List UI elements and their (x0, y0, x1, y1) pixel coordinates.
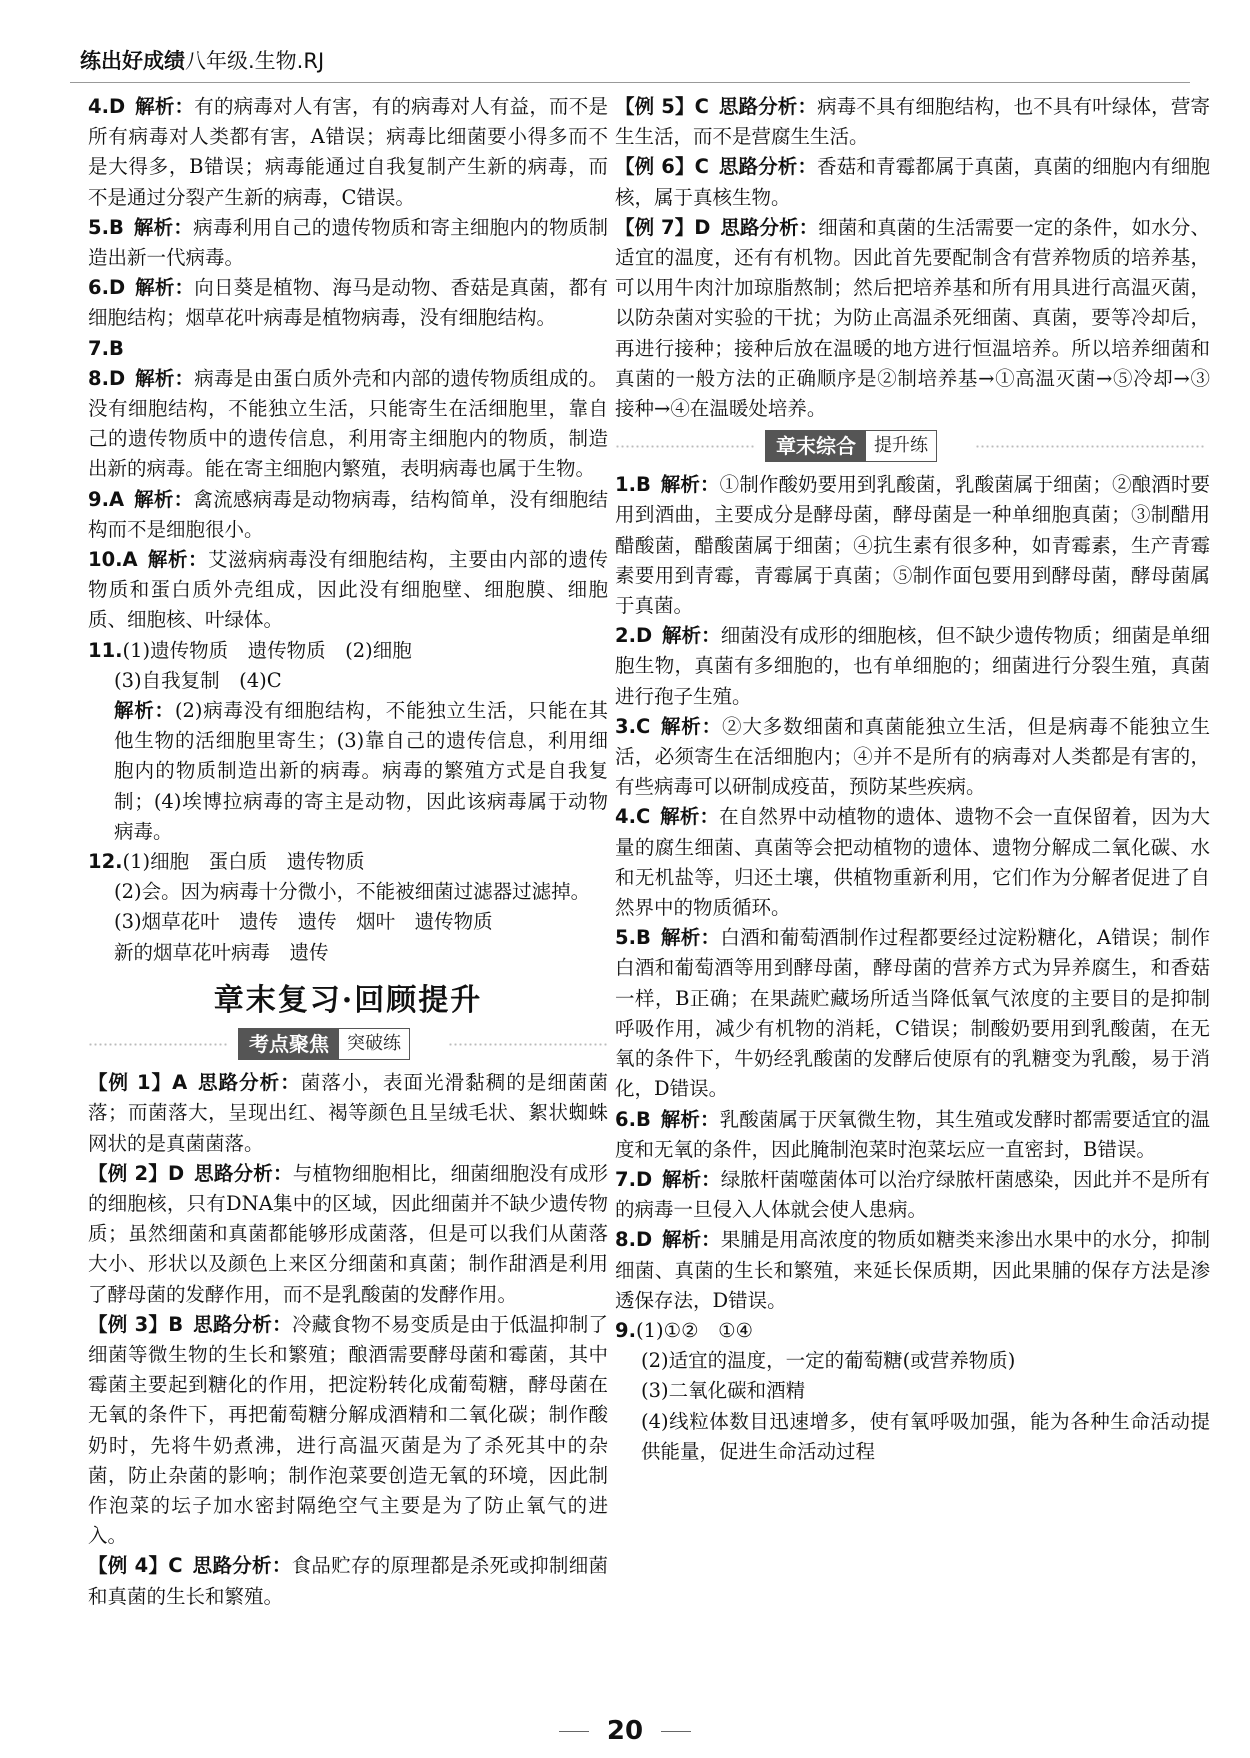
answer-item-2 (88, 273, 608, 333)
item-label: 解析： (134, 276, 195, 300)
item-number: 【例 7】D (615, 215, 711, 239)
item9-line3: (3)二氧化碳和酒精 (641, 1379, 806, 1403)
item-label: 思路分析： (720, 215, 819, 239)
item-number: 6.D (88, 276, 126, 300)
item-text: 与植物细胞相比，细菌细胞没有成形的细胞核，只有DNA集中的区域，因此细菌并不缺少遗传物质；虽然细菌和真菌都能够形成菌落，但是可以我们从菌落大小、形状以及颜色上来区分细菌和真菌；制作甜酒是利用了酵母菌的发酵作用，而不是乳酸菌的发酵作用。 (88, 1161, 608, 1306)
item-label: 思路分析： (718, 155, 818, 179)
banner-summary-main: 章末综合 (766, 431, 866, 461)
book-brand: 练出好成绩 (80, 49, 185, 73)
item-label: 解析： (147, 548, 208, 572)
item-label: 解析： (661, 1167, 721, 1191)
summary-item-1 (615, 621, 1210, 712)
item11-text: (2)病毒没有细胞结构，不能独立生活，只能在其他生物的活细胞里寄生；(3)靠自己的遗传信息，利用细胞内的物质制造出新的病毒。病毒的繁殖方式是自我复制；(4)埃博拉病毒的寄主是动物，因此该病毒属于动物病毒。 (114, 699, 608, 843)
answer-item-12: 12.(1)细胞 蛋白质 遗传物质 (2)会。因为病毒十分微小，不能被细菌过滤器过滤掉。 (3)烟草花叶 遗传 遗传 烟叶 遗传物质 新的烟草花叶病毒 遗传 (88, 847, 608, 968)
item-text: 细菌没有成形的细胞核，但不缺少遗传物质；细菌是单细胞生物，真菌有多细胞的，也有单细胞的；细菌进行分裂生殖，真菌进行孢子生殖。 (615, 624, 1210, 708)
item12-line4: 新的烟草花叶病毒 遗传 (114, 940, 329, 964)
example-item-2 (88, 1310, 608, 1552)
item-number: 4.D (88, 95, 126, 118)
example-item-1 (88, 1159, 608, 1310)
page-number: 20 (0, 1716, 1250, 1746)
right-column (615, 92, 1220, 1467)
item-label: 解析： (660, 805, 720, 829)
item-number: 4.C (615, 805, 651, 829)
item-label: 解析： (134, 95, 195, 118)
example-item-right-1 (615, 152, 1210, 212)
answer-item-0 (88, 92, 608, 213)
answer-item-9-right: 9.(1)①② ①④ (2)适宜的温度，一定的葡萄糖(或营养物质) (3)二氧化碳和酒精 (4)线粒体数目迅速增多，使有氧呼吸加强，能为各种生命活动提供能量，促进生命活动过程 (615, 1316, 1210, 1467)
item-text: 细菌和真菌的生活需要一定的条件，如水分、适宜的温度，还有有机物。因此首先要配制含有营养物质的培养基，可以用牛肉汁加琼脂熬制；然后把培养基和所有用具进行高温灭菌，以防杂菌对实验的干扰；为防止高温杀死细菌、真菌，要等冷却后，再进行接种；接种后放在温暖的地方进行恒温培养。所以培养细菌和真菌的一般方法的正确顺序是②制培养基→①高温灭菌→⑤冷却→③接种→④在温暖处培养。 (615, 215, 1210, 421)
item-number: 【例 1】A (88, 1071, 188, 1095)
book-subtitle: 八年级.生物.RJ (185, 49, 325, 73)
left-column (88, 92, 608, 1612)
item9-line1: (1)①② ①④ (635, 1318, 754, 1342)
item-text: 菌落小，表面光滑黏稠的是细菌菌落；而菌落大，呈现出红、褐等颜色且呈绒毛状、絮状蜘蛛网状的是真菌菌落。 (88, 1071, 608, 1155)
item-number: 5.B (88, 215, 124, 239)
example-item-right-2 (615, 213, 1210, 424)
item-number: 7.D (615, 1167, 653, 1191)
item-text: 有的病毒对人有害，有的病毒对人有益，而不是所有病毒对人类都有害，A错误；病毒比细菌要小得多而不是大得多，B错误；病毒能通过自我复制产生新的病毒，而不是通过分裂产生新的病毒，C错误。 (88, 95, 608, 209)
item-text: ②大多数细菌和真菌能独立生活，但是病毒不能独立生活，必须寄生在活细胞内；④并不是所有的病毒对人类都是有害的，有些病毒可以研制成疫苗，预防某些疾病。 (615, 714, 1210, 799)
item-text: 香菇和青霉都属于真菌，真菌的细胞内有细胞核，属于真核生物。 (615, 155, 1210, 209)
item-label: 解析： (134, 366, 195, 390)
item-number: 6.B (615, 1107, 651, 1131)
item-text: 在自然界中动植物的遗体、遗物不会一直保留着，因为大量的腐生细菌、真菌等会把动植物的遗体、遗物分解成二氧化碳、水和无机盐等，归还土壤，供植物重新利用，它们作为分解者促进了自然界中的物质循环。 (615, 805, 1210, 920)
page-header (80, 45, 324, 75)
item-number: 8.D (615, 1228, 653, 1252)
item-number: 【例 2】D (88, 1161, 185, 1185)
answer-item-1 (88, 213, 608, 273)
item-text: 绿脓杆菌噬菌体可以治疗绿脓杆菌感染，因此并不是所有的病毒一旦侵入人体就会使人患病。 (615, 1167, 1210, 1222)
item-number: 【例 3】B (88, 1312, 184, 1336)
item-label: 思路分析： (193, 1161, 293, 1185)
item-text: 艾滋病病毒没有细胞结构，主要由内部的遗传物质和蛋白质外壳组成，因此没有细胞壁、细胞膜、细胞质、细胞核、叶绿体。 (88, 548, 608, 632)
item-text: 果脯是用高浓度的物质如糖类来渗出水果中的水分，抑制细菌、真菌的生长和繁殖，来延长保质期，因此果脯的保存方法是渗透保存法，D错误。 (615, 1228, 1210, 1312)
item12-line3: (3)烟草花叶 遗传 遗传 烟叶 遗传物质 (114, 910, 493, 934)
item-number: 【例 4】C (88, 1554, 183, 1578)
item-number: 【例 6】C (615, 155, 709, 179)
summary-item-4 (615, 923, 1210, 1104)
item-label: 解析： (660, 473, 720, 497)
item-label: 解析： (660, 1107, 720, 1131)
banner-focus-sub: 突破练 (339, 1029, 409, 1059)
summary-item-5 (615, 1105, 1210, 1165)
section-banner-focus (88, 1028, 608, 1062)
item-text: 冷藏食物不易变质是由于低温抑制了细菌等微生物的生长和繁殖；酿酒需要酵母菌和霉菌，其中霉菌主要起到糖化的作用，把淀粉转化成葡萄糖，酵母菌在无氧的条件下，再把葡萄糖分解成酒精和二氧化碳；制作酸奶时，先将牛奶煮沸，进行高温灭菌是为了杀死其中的杂菌，防止杂菌的影响；制作泡菜要创造无氧的环境，因此制作泡菜的坛子加水密封隔绝空气主要是为了防止氧气的进入。 (88, 1312, 608, 1548)
example-item-0 (88, 1068, 608, 1159)
summary-item-7 (615, 1225, 1210, 1316)
answer-item-5 (88, 485, 608, 545)
item9-line4: (4)线粒体数目迅速增多，使有氧呼吸加强，能为各种生命活动提供能量，促进生命活动过程 (641, 1409, 1210, 1463)
item-label: 解析： (133, 487, 194, 511)
item-text: 禽流感病毒是动物病毒，结构简单，没有细胞结构而不是细胞很小。 (88, 487, 608, 541)
item-text: 病毒是由蛋白质外壳和内部的遗传物质组成的。没有细胞结构，不能独立生活，只能寄生在活细胞里，靠自己的遗传物质中的遗传信息，利用寄主细胞内的物质，制造出新的病毒。能在寄主细胞内繁殖，表明病毒也属于生物。 (88, 366, 608, 481)
item-label: 解析： (660, 926, 721, 950)
item-number: 3.C (615, 714, 651, 738)
item-number: 7.B (88, 336, 124, 360)
item12-line2: (2)会。因为病毒十分微小，不能被细菌过滤器过滤掉。 (114, 880, 591, 904)
item-text: 白酒和葡萄酒制作过程都要经过淀粉糖化，A错误；制作白酒和葡萄酒等用到酵母菌，酵母菌的营养方式为异养腐生，和香菇一样，B正确；在果蔬贮藏场所适当降低氧气浓度的主要目的是抑制呼吸作用，减少有机物的消耗，C错误；制酸奶要用到乳酸菌，在无氧的条件下，牛奶经乳酸菌的发酵后使原有的乳糖变为乳酸，易于消化，D错误。 (615, 926, 1210, 1101)
answer-item-11: 11.(1)遗传物质 遗传物质 (2)细胞 (3)自我复制 (4)C 解析：(2)病毒没有细胞结构，不能独立生活，只能在其他生物的活细胞里寄生；(3)靠自己的遗传信息，利用细胞内的物质制造出新的病毒。病毒的繁殖方式是自我复制；(4)埃博拉病毒的寄主是动物，因此该病毒属于动物病毒。 (88, 638, 608, 843)
summary-item-2 (615, 712, 1210, 803)
item-number: 5.B (615, 926, 651, 950)
item-number: 9.A (88, 487, 125, 511)
banner-summary-sub: 提升练 (866, 431, 936, 461)
answer-item-6 (88, 545, 608, 636)
header-divider (70, 82, 1190, 83)
item-number: 【例 5】C (615, 95, 709, 118)
item-label: 解析： (133, 215, 194, 239)
example-item-right-0 (615, 92, 1210, 152)
item12-line1: (1)细胞 蛋白质 遗传物质 (122, 850, 365, 874)
summary-item-6 (615, 1165, 1210, 1225)
item11-label: 解析： (114, 699, 175, 723)
item11-line1: (1)遗传物质 遗传物质 (2)细胞 (122, 638, 412, 662)
answer-item-4 (88, 364, 608, 485)
item-number: 1.B (615, 473, 651, 497)
item-label: 解析： (661, 624, 721, 648)
item9-line2: (2)适宜的温度，一定的葡萄糖(或营养物质) (641, 1349, 1016, 1373)
item-number: 10.A (88, 548, 138, 572)
item-text: 乳酸菌属于厌氧微生物，其生殖或发酵时都需要适宜的温度和无氧的条件，因此腌制泡菜时泡菜坛应一直密封，B错误。 (615, 1107, 1210, 1161)
item-text: 病毒利用自己的遗传物质和寄主细胞内的物质制造出新一代病毒。 (88, 215, 608, 270)
item-label: 思路分析： (192, 1554, 292, 1578)
item-text: ①制作酸奶要用到乳酸菌，乳酸菌属于细菌；②酿酒时要用到酒曲，主要成分是酵母菌，酵母菌是一种单细胞真菌；③制醋用醋酸菌，醋酸菌属于细菌；④抗生素有很多种，如青霉素，生产青霉素要用到青霉，青霉属于真菌；⑤制作面包要用到酵母菌，酵母菌属于真菌。 (615, 473, 1210, 618)
item-text: 食品贮存的原理都是杀死或抑制细菌和真菌的生长和繁殖。 (88, 1554, 608, 1608)
example-item-3 (88, 1551, 608, 1611)
item-label: 解析： (661, 1228, 721, 1252)
summary-item-0 (615, 470, 1210, 621)
section-banner-summary (615, 430, 1220, 464)
chapter-title: 章末复习·回顾提升 (213, 982, 483, 1018)
item-label: 思路分析： (192, 1312, 292, 1336)
item11-line2: (3)自我复制 (4)C (114, 668, 282, 692)
item-number: 8.D (88, 366, 126, 390)
item-text: 向日葵是植物、海马是动物、香菇是真菌，都有细胞结构；烟草花叶病毒是植物病毒，没有细胞结构。 (88, 276, 608, 330)
item-label: 思路分析： (718, 95, 818, 118)
item-number: 2.D (615, 624, 653, 648)
summary-item-3 (615, 802, 1210, 923)
banner-focus-main: 考点聚焦 (239, 1029, 339, 1059)
answer-item-3 (88, 334, 608, 364)
item-label: 思路分析： (196, 1071, 301, 1095)
item-text: 病毒不具有细胞结构，也不具有叶绿体，营寄生生活，而不是营腐生生活。 (615, 95, 1210, 149)
item-label: 解析： (660, 714, 723, 738)
